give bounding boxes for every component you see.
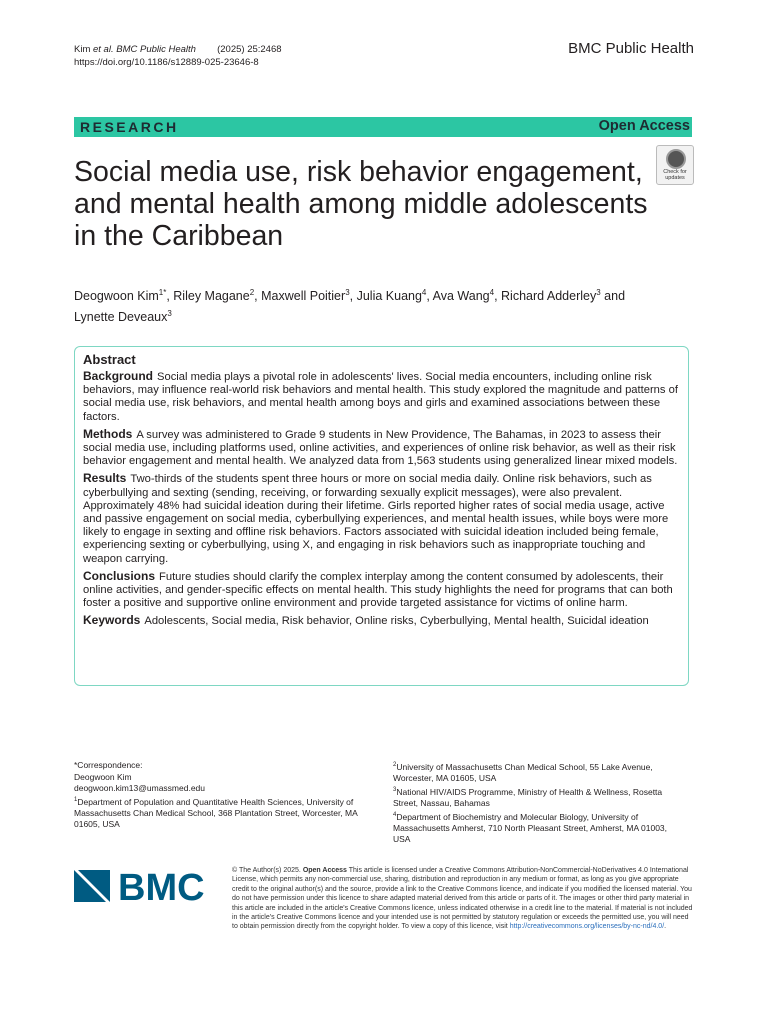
abstract-keywords: Keywords Adolescents, Social media, Risk behavior, Online risks, Cyberbullying, Mental health, Suicidal ideation <box>83 613 649 628</box>
abstract-heading: Abstract <box>83 352 136 367</box>
journal-name: BMC Public Health <box>568 40 694 57</box>
abstract-conclusions: Conclusions Future studies should clarify the complex interplay among the content consumed by adolescents, their online activities, and gender-specific effects on mental health. This study highlights the need for programs that can both foster a positive and supportive online environment and provide targeted assistance for victims of online harm. <box>83 568 673 610</box>
citation-year: (2025) 25:2468 <box>217 44 282 55</box>
author[interactable]: Julia Kuang$^4$ <box>356 288 427 304</box>
article-type: RESEARCH <box>80 119 179 135</box>
license-link[interactable]: http://creativecommons.org/licenses/by-nc-nd/4.0/ <box>509 923 665 931</box>
author[interactable]: Ava Wang$^4$ <box>432 288 495 304</box>
affiliation: $^2$University of Massachusetts Chan Medical School, 55 Lake Avenue, Worcester, MA 01605, USA <box>393 761 653 784</box>
abstract-methods: Methods A survey was administered to Grade 9 students in New Providence, The Bahamas, in 2023 to assess their social media use, including platforms used, online activities, and experiences of online risk behavior, as well as their risk behavior engagement and mental health. We analyzed data from 1,563 students using generalized linear mixed models. <box>83 426 678 468</box>
citation-authors: Kim <box>74 44 93 55</box>
open-access-notice: Open Access <box>302 867 347 874</box>
author-list: Deogwoon Kim$^{1*}$, Riley Magane$^2$, Maxwell Poitier$^3$, Julia Kuang$^4$, Ava Wang$^4$, Richard Adderley$^3$ and Lynette Deveaux$^3$ <box>74 288 626 325</box>
correspondence-name: Deogwoon Kim <box>74 771 132 782</box>
correspondence-email[interactable]: deogwoon.kim13@umassmed.edu <box>74 783 206 793</box>
affiliations-block <box>393 760 683 846</box>
citation-journal: et al. BMC Public Health <box>93 44 196 55</box>
check-for-updates-button[interactable] <box>656 145 694 185</box>
article-type-banner <box>74 117 692 137</box>
author[interactable]: Maxwell Poitier$^3$ <box>261 288 350 304</box>
author[interactable]: Lynette Deveaux$^3$ <box>74 309 172 325</box>
abstract-box <box>74 346 689 686</box>
affiliation: $^3$National HIV/AIDS Programme, Ministry of Health & Wellness, Rosetta Street, Nassau, Bahamas <box>393 786 663 809</box>
author[interactable]: Riley Magane$^2$ <box>173 288 255 304</box>
doi-link[interactable]: https://doi.org/10.1186/s12889-025-23646-8 <box>74 57 259 68</box>
abstract-background: Background Social media plays a pivotal role in adolescents' lives. Social media encounters, including online risk behaviors, may influence real-world risk behaviors and mental health. This study explored the magnitude and patterns of social media use, risk behaviors, and mental health among boys and girls and examined associations between these factors. <box>83 369 678 423</box>
bmc-logo <box>74 866 214 906</box>
correspondence-block <box>74 760 374 831</box>
author[interactable]: Richard Adderley$^3$ <box>501 288 601 304</box>
author[interactable]: Deogwoon Kim$^{1*}$ <box>74 288 167 304</box>
article-title: Social media use, risk behavior engagement, and mental health among middle adolescents in the Caribbean <box>74 156 648 252</box>
affiliation: $^4$Department of Biochemistry and Molecular Biology, University of Massachusetts Amherst, 710 North Pleasant Street, Amherst, MA 01003, USA <box>393 811 668 845</box>
check-for-updates-icon <box>666 149 686 169</box>
check-for-updates-label: Check for updates <box>663 169 687 181</box>
running-header <box>74 43 282 69</box>
open-access-label: Open Access <box>598 118 690 134</box>
abstract-results: Results Two-thirds of the students spent three hours or more on social media daily. Online risk behaviors, such as cyberbullying and sexting (sending, receiving, or forwarding sexually explicit messages), were also prevalent. Approximately 48% had suicidal ideation during their lifetime. Girls reported higher rates of social media usage, active and passive engagement on social media, cyberbullying experiences, and mental health issues, while boys were more likely to engage in sexting and offline risk behaviors. Factors associated with suicidal ideation included being female, experiencing sexting or cyberbullying, using X, and engaging in risk behaviors such as inappropriate touching and weapon carrying. <box>83 471 669 565</box>
logo-text: BMC <box>118 867 205 906</box>
affiliation: $^1$Department of Population and Quantitative Health Sciences, University of Massachusetts Chan Medical School, 368 Plantation Street, Worcester, MA 01605, USA <box>74 796 358 830</box>
license-text: © The Author(s) 2025. Open Access This article is licensed under a Creative Commons Attribution-NonCommercial-NoDerivatives 4.0 International License, which permits any non-commercial use, sharing, distribution and reproduction in any medium or format, as long as you give appropriate credit to the original author(s) and the source, provide a link to the Creative Commons licence, and indicate if you modified the licensed material. You do not have permission under this licence to share adapted material derived from this article or parts of it. The images or other third party material in this article are included in the article's Creative Commons licence, unless indicated otherwise in a credit line to the material. If material is not included in the article's Creative Commons licence and your intended use is not permitted by statutory regulation or exceeds the permitted use, you will need to obtain permission directly from the copyright holder. To view a copy of this licence, visit http://creativecommons.org/licenses/by-nc-nd/4.0/. <box>232 867 693 931</box>
correspondence-label: *Correspondence: <box>74 760 143 770</box>
